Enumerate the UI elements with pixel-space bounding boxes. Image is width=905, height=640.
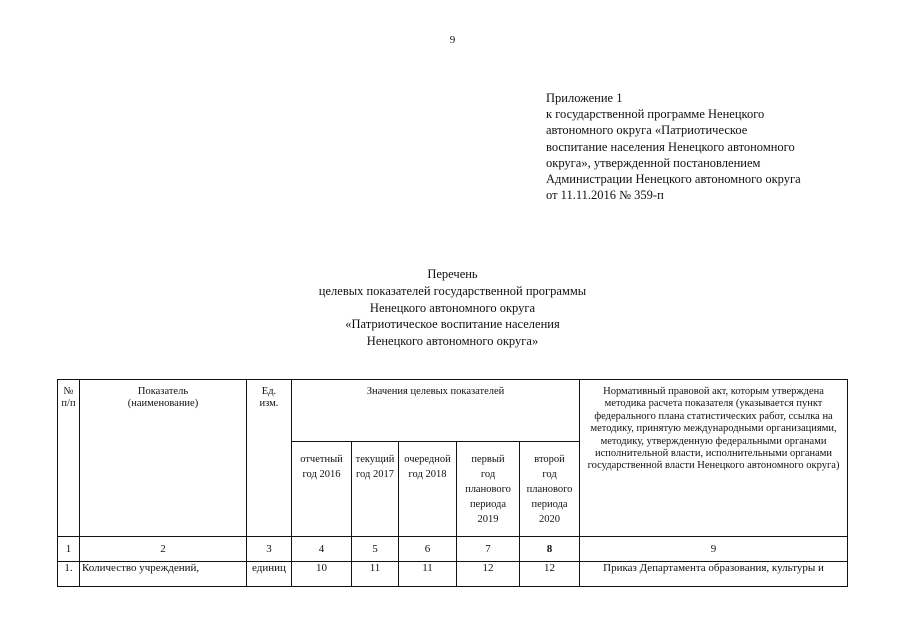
table-row	[58, 562, 848, 587]
appendix-line: автономного округа «Патриотическое	[546, 123, 748, 138]
appendix-line: Приложение 1	[546, 91, 623, 105]
appendix-line: округа», утвержденной постановлением	[546, 155, 761, 170]
header-unit: Ед. изм.	[247, 380, 292, 537]
header-year-2016: отчетный год 2016	[292, 442, 352, 537]
column-number: 4	[292, 537, 352, 562]
row-value-2019: 12	[457, 562, 520, 587]
column-number: 6	[399, 537, 457, 562]
header-indicator: Показатель (наименование)	[80, 380, 247, 537]
appendix-note	[546, 90, 866, 203]
indicators-table	[57, 379, 848, 587]
appendix-line: воспитание населения Ненецкого автономного	[546, 139, 795, 154]
title-line: «Патриотическое воспитание населения	[345, 317, 560, 332]
header-year-2019: первый год планового периода 2019	[457, 442, 520, 537]
row-indicator: Количество учреждений,	[80, 562, 247, 587]
header-act: Нормативный правовой акт, которым утверждена методика расчета показателя (указывается пункт федерального плана статистических работ, ссылка на методику, принятую международными организациями, методику, утвержденную федеральными органами исполнительной власти, исполнительными органами государственной власти Ненецкого автономного округа)	[580, 380, 848, 537]
row-value-2016: 10	[292, 562, 352, 587]
column-number: 7	[457, 537, 520, 562]
header-row-1	[58, 380, 848, 442]
page-number: 9	[449, 34, 456, 46]
header-num: № п/п	[58, 380, 80, 537]
header-year-2017: текущий год 2017	[352, 442, 399, 537]
row-num: 1.	[58, 562, 80, 587]
column-number: 5	[352, 537, 399, 562]
appendix-line: от 11.11.2016 № 359-п	[546, 188, 664, 203]
column-number-row	[58, 537, 848, 562]
column-number: 3	[247, 537, 292, 562]
column-number: 1	[58, 537, 80, 562]
row-value-2020: 12	[520, 562, 580, 587]
title-line: Перечень	[427, 267, 478, 281]
title-line: Ненецкого автономного округа»	[366, 334, 539, 349]
header-values-group: Значения целевых показателей	[292, 380, 580, 442]
appendix-line: Администрации Ненецкого автономного округа	[546, 172, 801, 187]
row-unit: единиц	[247, 562, 292, 587]
appendix-line: к государственной программе Ненецкого	[546, 107, 765, 122]
header-year-2020: второй год планового периода 2020	[520, 442, 580, 537]
title-line: Ненецкого автономного округа	[369, 300, 536, 315]
header-year-2018: очередной год 2018	[399, 442, 457, 537]
document-title	[0, 266, 905, 350]
column-number: 2	[80, 537, 247, 562]
row-value-2018: 11	[399, 562, 457, 587]
title-line: целевых показателей государственной программы	[318, 283, 587, 298]
column-number: 8	[520, 537, 580, 562]
row-value-2017: 11	[352, 562, 399, 587]
column-number: 9	[580, 537, 848, 562]
row-act: Приказ Департамента образования, культуры и	[580, 562, 848, 587]
